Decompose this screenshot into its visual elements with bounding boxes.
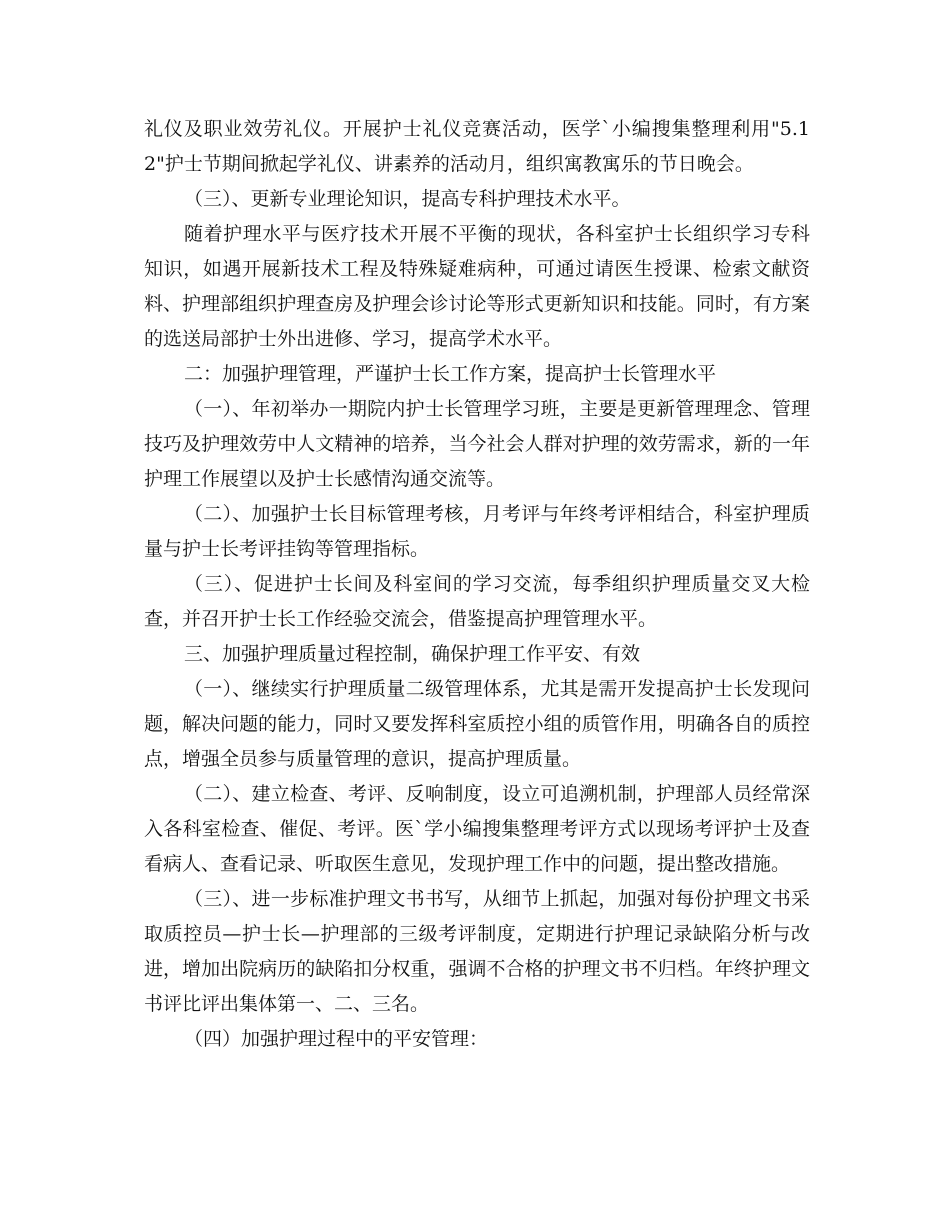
paragraph-item-3: （三）、进一步标准护理文书书写，从细节上抓起，加强对每份护理文书采取质控员—护士长—护理部的三级考评制度，定期进行护理记录缺陷分析与改进，增加出院病历的缺陷扣分权重，强调不合格的护理文书不归档。年终护理文书评比评出集体第一、二、三名。 [144,888,810,1015]
paragraph-item-1: （一）、年初举办一期院内护士长管理学习班，主要是更新管理理念、管理技巧及护理效劳中人文精神的培养，当今社会人群对护理的效劳需求，新的一年护理工作展望以及护士长感情沟通交流等。 [144,398,810,490]
paragraph-item-2: （二）、加强护士长目标管理考核，月考评与年终考评相结合，科室护理质量与护士长考评挂钩等管理指标。 [144,503,810,560]
paragraph: 随着护理水平与医疗技术开展不平衡的现状，各科室护士长组织学习专科知识，如遇开展新技术工程及特殊疑难病种，可通过请医生授课、检索文献资料、护理部组织护理查房及护理会诊讨论等形式更新知识和技能。同时，有方案的选送局部护士外出进修、学习，提高学术水平。 [144,223,810,350]
section-heading-2: 二：加强护理管理，严谨护士长工作方案，提高护士长管理水平 [184,363,717,385]
document-body [144,112,810,1057]
paragraph-item-3: （三）、促进护士长间及科室间的学习交流，每季组织护理质量交叉大检查，并召开护士长工作经验交流会，借鉴提高护理管理水平。 [144,573,810,630]
paragraph-item-4: （四）加强护理过程中的平安管理： [184,1028,489,1050]
paragraph-continuation: 礼仪及职业效劳礼仪。开展护士礼仪竞赛活动，医学`小编搜集整理利用"5.12"护士节期间掀起学礼仪、讲素养的活动月，组织寓教寓乐的节日晚会。 [144,118,810,175]
paragraph-subheading-3: （三）、更新专业理论知识，提高专科护理技术水平。 [184,188,631,210]
section-heading-3: 三、加强护理质量过程控制，确保护理工作平安、有效 [184,643,641,665]
paragraph-item-1: （一）、继续实行护理质量二级管理体系，尤其是需开发提高护士长发现问题，解决问题的能力，同时又要发挥科室质控小组的质管作用，明确各自的质控点，增强全员参与质量管理的意识，提高护理质量。 [144,678,810,770]
paragraph-item-2: （二）、建立检查、考评、反响制度，设立可追溯机制，护理部人员经常深入各科室检查、催促、考评。医`学小编搜集整理考评方式以现场考评护士及查看病人、查看记录、听取医生意见，发现护理工作中的问题，提出整改措施。 [144,783,810,875]
